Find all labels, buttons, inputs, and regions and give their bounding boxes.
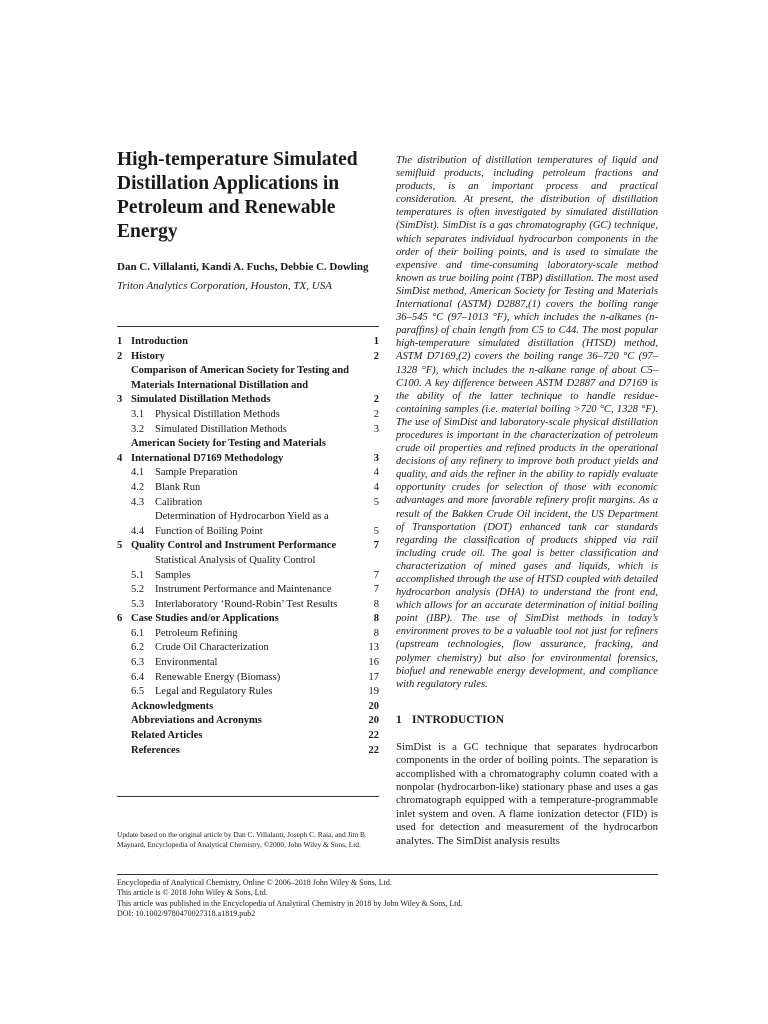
toc-entry[interactable] xyxy=(117,335,379,350)
toc-entry-title: Case Studies and/or Applications xyxy=(131,613,279,625)
toc-entry-page: 8 xyxy=(373,627,379,639)
toc-bottom-rule xyxy=(117,796,379,797)
toc-entry[interactable] xyxy=(117,423,379,438)
toc-entry[interactable] xyxy=(117,598,379,613)
toc-entry-number: 6.4 xyxy=(131,671,145,683)
toc-entry-page: 1 xyxy=(373,336,379,347)
toc-entry-page: 4 xyxy=(373,481,379,493)
toc-entry-page: 20 xyxy=(368,700,379,712)
toc-entry-title: History xyxy=(131,350,165,362)
update-footnote: Update based on the original article by Dan C. Villalanti, Joseph C. Raia, and Jim B. Maynard, Encyclopedia of Analytical Chemistry, ©2000, John Wiley & Sons, Ltd. xyxy=(117,830,367,849)
toc-entry[interactable] xyxy=(117,350,379,365)
toc-entry[interactable] xyxy=(117,641,379,656)
toc-entry-title: Statistical Analysis of Quality Control Samples xyxy=(155,554,316,581)
publisher-line-2: This article is © 2018 John Wiley & Sons, Ltd. xyxy=(117,888,268,898)
toc-entry-number: 2 xyxy=(117,350,123,362)
toc-entry[interactable] xyxy=(117,685,379,700)
toc-entry-title: Interlaboratory ‘Round-Robin’ Test Results xyxy=(155,598,338,610)
toc-entry[interactable] xyxy=(117,700,379,715)
left-column xyxy=(117,148,379,294)
toc-entry-title: Introduction xyxy=(131,336,188,347)
toc-entry-number: 3.2 xyxy=(131,423,145,435)
toc-entry-title: Quality Control and Instrument Performance xyxy=(131,540,337,552)
toc-entry-page: 20 xyxy=(368,715,379,727)
toc-entry-title: Acknowledgments xyxy=(131,700,214,712)
toc-entry-number: 6.2 xyxy=(131,642,145,654)
toc-entry-page: 22 xyxy=(368,730,379,742)
toc-entry[interactable] xyxy=(117,437,379,466)
introduction-text: SimDist is a GC technique that separates hydrocarbon components in the order of boiling points. The separation is accomplished with a chromatography column coated with a nonpolar (hydrocarbon-like) stationary phase and uses a gas chromatograph equipped with a temperature-programmable inlet system and oven. A flame ionization detector (FID) is used for detection and measurement of the hydrocarbon analytes. The SimDist analysis results xyxy=(396,740,658,847)
toc-entry[interactable] xyxy=(117,744,379,759)
toc-entry-title: Sample Preparation xyxy=(155,467,238,479)
table-of-contents xyxy=(117,335,379,758)
toc-entry-title: Simulated Distillation Methods xyxy=(155,423,287,435)
toc-entry[interactable] xyxy=(117,671,379,686)
toc-entry[interactable] xyxy=(117,714,379,729)
toc-entry[interactable] xyxy=(117,554,379,583)
toc-entry-title: Comparison of American Society for Testing and Materials International Distillation and Simulated Distillation Methods xyxy=(131,365,349,406)
publisher-info xyxy=(117,878,658,919)
toc-entry-title: Renewable Energy (Biomass) xyxy=(155,671,281,683)
toc-entry-title: Determination of Hydrocarbon Yield as a Function of Boiling Point xyxy=(155,511,329,537)
author-affiliation: Triton Analytics Corporation, Houston, TX, USA xyxy=(117,280,332,292)
toc-entry-page: 17 xyxy=(368,671,379,683)
toc-entry-page: 3 xyxy=(373,452,379,464)
toc-entry-title: American Society for Testing and Materials International D7169 Methodology xyxy=(131,438,326,464)
publisher-line-1: Encyclopedia of Analytical Chemistry, Online © 2006–2018 John Wiley & Sons, Ltd. xyxy=(117,878,392,887)
toc-entry-page: 8 xyxy=(373,598,379,610)
toc-entry[interactable] xyxy=(117,364,379,408)
toc-entry-page: 2 xyxy=(373,408,379,420)
toc-entry-page: 2 xyxy=(373,350,379,362)
toc-entry[interactable] xyxy=(117,656,379,671)
toc-entry[interactable] xyxy=(117,729,379,744)
toc-entry-number: 3 xyxy=(117,394,123,406)
toc-entry-page: 8 xyxy=(373,613,379,625)
doi: DOI: 10.1002/9780470027318.a1819.pub2 xyxy=(117,908,256,918)
toc-entry-title: Crude Oil Characterization xyxy=(155,642,269,654)
publisher-line-3: This article was published in the Encyclopedia of Analytical Chemistry in 2018 by John Wiley & Sons, Ltd. xyxy=(117,898,463,908)
toc-entry-number: 5.3 xyxy=(131,598,145,610)
toc-entry-title: Instrument Performance and Maintenance xyxy=(155,584,332,596)
article-authors: Dan C. Villalanti, Kandi A. Fuchs, Debbie C. Dowling xyxy=(117,261,369,273)
toc-entry-title: Abbreviations and Acronyms xyxy=(131,715,262,727)
toc-entry-number: 4.4 xyxy=(131,525,145,537)
toc-entry[interactable] xyxy=(117,481,379,496)
toc-entry-number: 5.1 xyxy=(131,569,145,581)
toc-entry-title: Blank Run xyxy=(155,481,201,493)
toc-entry-title: Calibration xyxy=(155,496,203,508)
toc-entry-title: Related Articles xyxy=(131,730,203,742)
toc-entry[interactable] xyxy=(117,510,379,539)
toc-entry-number: 6.1 xyxy=(131,627,145,639)
toc-entry-number: 4.3 xyxy=(131,496,145,508)
toc-entry-number: 5.2 xyxy=(131,584,145,596)
toc-entry[interactable] xyxy=(117,496,379,511)
toc-entry-number: 4.1 xyxy=(131,467,145,479)
toc-entry-title: Environmental xyxy=(155,657,218,669)
abstract: The distribution of distillation temperatures of liquid and semifluid products, including petroleum fractions and products, is an important process and practical consideration. At present, the distribution of distillation temperatures is often investigated by simulated distillation (SimDist). SimDist is a gas chromatography (GC) technique, which separates individual hydrocarbon components in the order of their boiling points, and is used to simulate the expensive and time-consuming laboratory-scale method known as true boiling point (TBP) distillation. The most used SimDist method, American Society for Testing and Materials International (ASTM) D2887,(1) covers the boiling range 36–545 °C (97–1013 °F), which includes the n-alkanes (n-paraffins) of chain length from C5 to C44. The most popular high-temperature simulated distillation (HTSD) method, ASTM D7169,(2) covers the boiling range 36–720 °C (97–1328 °F), which includes the n-alkane range of about C5–C100. A key difference between ASTM D2887 and D7169 is the ability of the latter technique to handle residue-containing samples (i.e. material boiling >720 °C, 1328 °F). The use of SimDist and laboratory-scale physical distillation procedures is important in the characterization of petroleum crude oil properties and refined products in the operational decisions of any refinery to improve both product yields and quality, and aids the refiner in the ability to rapidly evaluate opportunity crudes for selection of those with economic advantages and more favorable refinery profit margins. As a result of the Bakken Crude Oil incident, the US Department of Transportation (DOT) enhanced tank car standards regarding the classification of products shipped via rail including crude oil. The goal is better classification and characterization of mined gases and liquids, which is accomplished through the use of HTSD coupled with detailed hydrocarbon analysis (DHA) to understand the front end, which allows for an accurate determination of initial boiling point (IBP). The use of SimDist methods in today’s environment proves to be a valuable tool not just for refiners (upstream technologies, flow assurance, fracking, and polymer chemistry) but also for environmental forensics, biofuel and renewable energy development, and compliance with regulatory rules. xyxy=(396,155,658,690)
toc-entry-number: 1 xyxy=(117,336,123,347)
toc-entry[interactable] xyxy=(117,583,379,598)
right-column xyxy=(396,154,658,848)
toc-entry-number: 4.2 xyxy=(131,481,145,493)
toc-entry-title: Physical Distillation Methods xyxy=(155,408,280,420)
toc-entry-page: 7 xyxy=(373,584,379,596)
toc-entry-page: 4 xyxy=(373,467,379,479)
toc-entry-number: 6 xyxy=(117,613,123,625)
toc-entry-page: 5 xyxy=(373,525,379,537)
toc-entry-page: 19 xyxy=(368,686,379,698)
article-title: High-temperature Simulated Distillation Applications in Petroleum and Renewable Energy xyxy=(117,149,358,242)
toc-entry-page: 3 xyxy=(373,423,379,435)
section-heading-introduction xyxy=(396,713,658,727)
toc-entry-page: 22 xyxy=(368,744,379,756)
toc-entry-title: References xyxy=(131,744,180,756)
section-number: 1 xyxy=(396,713,402,726)
toc-entry-title: Legal and Regulatory Rules xyxy=(155,686,273,698)
toc-entry-page: 7 xyxy=(373,540,379,552)
toc-entry-number: 6.5 xyxy=(131,686,145,698)
toc-entry[interactable] xyxy=(117,408,379,423)
toc-entry-number: 3.1 xyxy=(131,408,145,420)
toc-entry-number: 5 xyxy=(117,540,123,552)
publisher-rule xyxy=(117,874,658,875)
toc-entry-page: 5 xyxy=(373,496,379,508)
toc-entry[interactable] xyxy=(117,539,379,554)
toc-entry[interactable] xyxy=(117,612,379,627)
toc-entry-title: Petroleum Refining xyxy=(155,627,238,639)
toc-entry[interactable] xyxy=(117,466,379,481)
toc-entry-page: 16 xyxy=(368,657,379,669)
section-title: INTRODUCTION xyxy=(412,713,505,726)
toc-top-rule xyxy=(117,326,379,327)
toc-entry-number: 6.3 xyxy=(131,657,145,669)
toc-entry-page: 2 xyxy=(373,394,379,406)
toc-entry-page: 7 xyxy=(373,569,379,581)
toc-entry-number: 4 xyxy=(117,452,123,464)
toc-entry-page: 13 xyxy=(368,642,379,654)
toc-entry[interactable] xyxy=(117,627,379,642)
